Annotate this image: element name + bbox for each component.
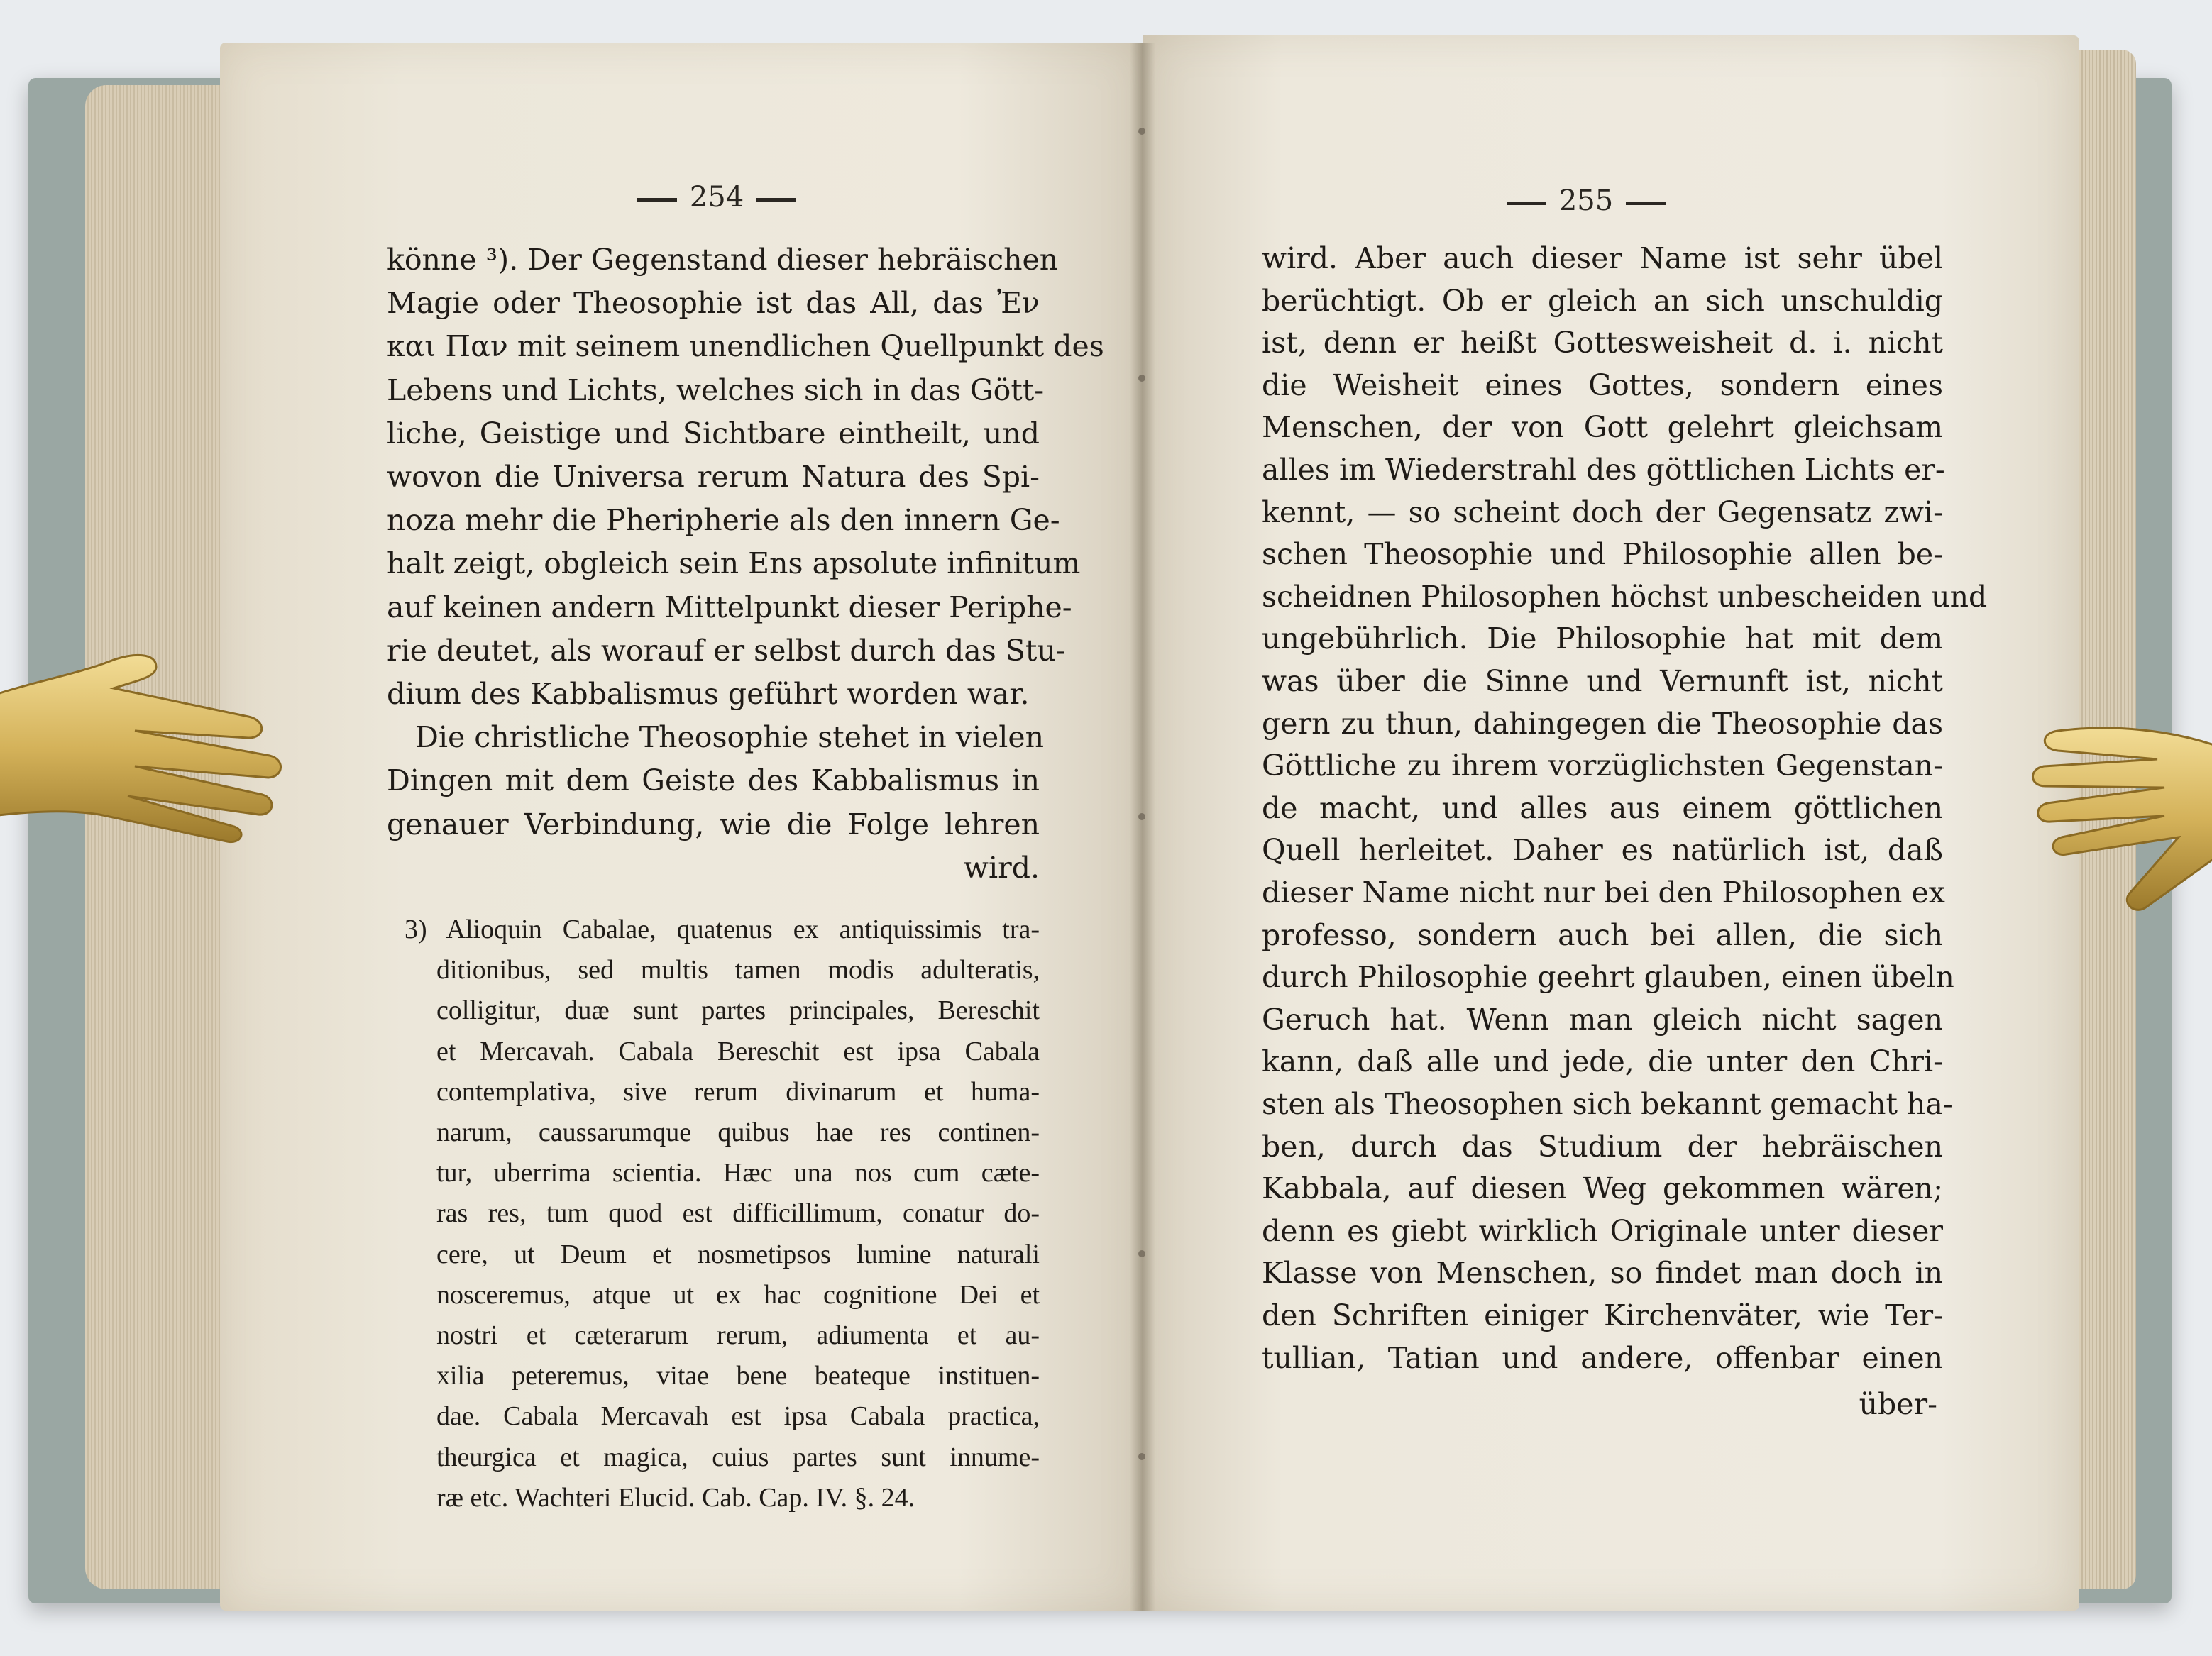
right-page-catchword: über- [1859,1387,1937,1421]
text-line: professo, sondern auch bei allen, die sich [1262,917,1943,952]
text-line: Geruch hat. Wenn man gleich nicht sagen [1262,1002,1943,1037]
text-line: et Mercavah. Cabala Bereschit est ipsa Cabala [436,1036,1040,1066]
text-line: xilia peteremus, vitae bene beateque instituen- [436,1361,1040,1391]
text-line: kann, daß alle und jede, die unter den Chri- [1262,1044,1943,1079]
text-line: Quell herleitet. Daher es natürlich ist, daß [1262,833,1943,868]
right-page-number [1480,184,1693,217]
text-line: και Παν mit seinem unendlichen Quellpunkt des [387,329,1104,364]
text-line: genauer Verbindung, wie die Folge lehren [387,807,1040,841]
text-line: colligitur, duæ sunt partes principales, Bereschit [436,995,1040,1026]
text-line: theurgica et magica, cuius partes sunt innume- [436,1442,1040,1472]
binding-stitch [1138,128,1145,135]
binding-stitch [1138,1250,1145,1257]
text-line: dium des Kabbalismus geführt worden war. [387,677,1030,711]
text-line: kennt, — so scheint doch der Gegensatz zwi- [1262,495,1943,529]
text-line: ræ etc. Wachteri Elucid. Cab. Cap. IV. §. 24. [436,1482,915,1513]
text-line: ras res, tum quod est difficillimum, conatur do- [436,1198,1040,1229]
text-line: Die christliche Theosophie stehet in vielen [415,720,1045,755]
page-number-dash [756,198,796,202]
text-line: gern zu thun, dahingegen die Theosophie das [1262,706,1943,741]
left-page-number [610,181,823,214]
text-line: ist, denn er heißt Gottesweisheit d. i. nicht [1262,326,1943,360]
text-line: schen Theosophie und Philosophie allen be- [1262,537,1943,572]
text-line: Klasse von Menschen, so findet man doch in [1262,1256,1943,1291]
text-line: berüchtigt. Ob er gleich an sich unschuldig [1262,283,1943,318]
text-line: Menschen, der von Gott gelehrt gleichsam [1262,410,1943,445]
binding-stitch [1138,813,1145,820]
text-line: durch Philosophie geehrt glauben, einen übeln [1262,960,1954,995]
text-line: sten als Theosophen sich bekannt gemacht ha- [1262,1087,1953,1121]
text-line: noza mehr die Pheripherie als den innern Ge- [387,503,1060,538]
left-page-number-text: 254 [689,181,744,214]
text-line: dae. Cabala Mercavah est ipsa Cabala practica, [436,1401,1040,1432]
right-page-number-text: 255 [1558,184,1614,217]
text-line: contemplativa, sive rerum divinarum et huma- [436,1076,1040,1107]
book-gutter [1130,43,1155,1611]
text-line: rie deutet, als worauf er selbst durch das Stu- [387,633,1066,668]
text-line: Magie oder Theosophie ist das All, das Ἐν [387,286,1040,321]
text-line: ben, durch das Studium der hebräischen [1262,1129,1943,1164]
page-number-dash [1507,202,1546,205]
text-line: wovon die Universa rerum Natura des Spi- [387,460,1040,494]
text-line: scheidnen Philosophen höchst unbescheiden und [1262,579,1988,614]
binding-stitch [1138,1453,1145,1460]
text-line: alles im Wiederstrahl des göttlichen Lichts er- [1262,453,1945,487]
page-number-dash [637,198,677,202]
right-brass-hand-icon [2030,717,2212,929]
text-line: halt zeigt, obgleich sein Ens apsolute infinitum [387,546,1081,581]
text-line: wird. [963,850,1040,885]
text-line: nosceremus, atque ut ex hac cognitione Dei et [436,1279,1040,1310]
binding-stitch [1138,375,1145,382]
text-line: liche, Geistige und Sichtbare eintheilt, und [387,416,1040,451]
text-line: was über die Sinne und Vernunft ist, nicht [1262,664,1943,698]
text-line: de macht, und alles aus einem göttlichen [1262,790,1943,825]
text-line: Dingen mit dem Geiste des Kabbalismus in [387,763,1040,798]
text-line: Kabbala, auf diesen Weg gekommen wären; [1262,1171,1943,1206]
text-line: narum, caussarumque quibus hae res continen- [436,1117,1040,1147]
page-number-dash [1626,202,1666,205]
text-line: den Schriften einiger Kirchenväter, wie Ter- [1262,1298,1943,1332]
text-line: wird. Aber auch dieser Name ist sehr übel [1262,241,1943,275]
text-line: Göttliche zu ihrem vorzüglichsten Gegenstan- [1262,749,1943,783]
left-brass-hand-icon [0,631,291,844]
text-line: auf keinen andern Mittelpunkt dieser Periphe- [387,590,1072,624]
text-line: 3) Alioquin Cabalae, quatenus ex antiquissimis tra- [405,915,1040,944]
text-line: könne ³). Der Gegenstand dieser hebräischen [387,243,1059,277]
text-line: ditionibus, sed multis tamen modis adulteratis, [436,955,1040,986]
text-line: tullian, Tatian und andere, offenbar einen [1262,1340,1943,1375]
text-line: ungebührlich. Die Philosophie hat mit dem [1262,622,1943,656]
text-line: denn es giebt wirklich Originale unter dieser [1262,1213,1943,1248]
text-line: cere, ut Deum et nosmetipsos lumine naturali [436,1239,1040,1269]
text-line: dieser Name nicht nur bei den Philosophen ex [1262,876,1945,910]
text-line: die Weisheit eines Gottes, sondern eines [1262,368,1943,402]
text-line: nostri et cæterarum rerum, adiumenta et au- [436,1320,1040,1350]
text-line: Lebens und Lichts, welches sich in das Gött- [387,372,1045,407]
text-line: tur, uberrima scientia. Hæc una nos cum cæte- [436,1158,1040,1188]
